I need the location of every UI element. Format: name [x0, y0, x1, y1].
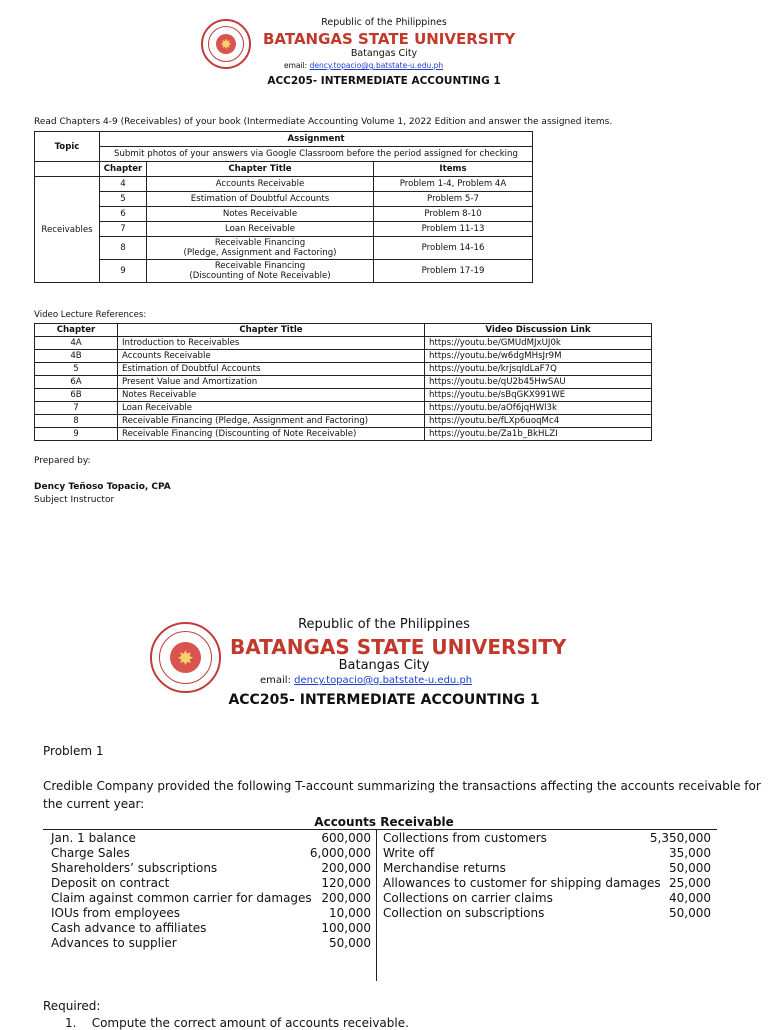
col-chapter-title: Chapter Title: [118, 324, 425, 337]
video-link[interactable]: https://youtu.be/w6dgMHsJr9M: [425, 350, 652, 363]
video-link[interactable]: https://youtu.be/Za1b_BkHLZI: [425, 428, 652, 441]
problem-text-line1: Credible Company provided the following T-account summarizing the transactions affecting the accounts receivable for: [43, 779, 761, 793]
video-link[interactable]: https://youtu.be/sBqGKX991WE: [425, 389, 652, 402]
university-seal-logo: ✸: [150, 622, 221, 693]
t-account-debits: [51, 831, 371, 951]
table-row: 9 Receivable Financing (Discounting of Note Receivable) https://youtu.be/Za1b_BkHLZI: [35, 428, 652, 441]
video-link[interactable]: https://youtu.be/fLXp6uoqMc4: [425, 415, 652, 428]
required-item-1: 1. Compute the correct amount of accounts receivable.: [65, 1016, 409, 1030]
republic-text: Republic of the Philippines: [321, 17, 447, 28]
problem-title: Problem 1: [43, 744, 104, 758]
debit-row: Shareholders’ subscriptions 200,000: [51, 861, 371, 875]
t-account-top-line: [43, 829, 717, 830]
items-cell: Problem 1-4, Problem 4A: [374, 177, 533, 192]
email-link[interactable]: dency.topacio@g.batstate-u.edu.ph: [294, 675, 473, 686]
university-name: BATANGAS STATE UNIVERSITY: [263, 30, 516, 48]
course-title: ACC205- INTERMEDIATE ACCOUNTING 1: [228, 692, 540, 708]
video-link[interactable]: https://youtu.be/krjsqIdLaF7Q: [425, 363, 652, 376]
items-cell: Problem 14-16: [374, 237, 533, 260]
chapter-cell: 9: [100, 260, 147, 283]
instructor-name: Dency Teñoso Topacio, CPA: [34, 482, 171, 492]
debit-row: Jan. 1 balance 600,000: [51, 831, 371, 845]
col-chapter-title: Chapter Title: [147, 162, 374, 177]
table-row: 6B Notes Receivable https://youtu.be/sBqGKX991WE: [35, 389, 652, 402]
topic-header: Topic: [35, 132, 100, 162]
title-cell: Notes Receivable: [147, 207, 374, 222]
university-name: BATANGAS STATE UNIVERSITY: [230, 635, 567, 659]
debit-row: Charge Sales 6,000,000: [51, 846, 371, 860]
prepared-by-label: Prepared by:: [34, 456, 91, 466]
title-cell: Loan Receivable: [147, 222, 374, 237]
chapter-cell: 8: [100, 237, 147, 260]
course-title: ACC205- INTERMEDIATE ACCOUNTING 1: [267, 75, 501, 87]
chapter-cell: 7: [100, 222, 147, 237]
video-link[interactable]: https://youtu.be/qU2b45HwSAU: [425, 376, 652, 389]
table-row: [35, 222, 533, 237]
blank-cell: [35, 162, 100, 177]
col-chapter: Chapter: [100, 162, 147, 177]
chapter-cell: 4: [100, 177, 147, 192]
items-cell: Problem 8-10: [374, 207, 533, 222]
table-row: 4B Accounts Receivable https://youtu.be/w6dgMHsJr9M: [35, 350, 652, 363]
title-cell: Receivable Financing (Pledge, Assignment and Factoring): [147, 237, 374, 260]
table-row: [35, 260, 533, 283]
credit-row: Allowances to customer for shipping damages 25,000: [383, 876, 711, 890]
instructions-text: Read Chapters 4-9 (Receivables) of your book (Intermediate Accounting Volume 1, 2022 Edition and answer the assigned items.: [34, 117, 613, 127]
title-cell: Receivable Financing (Discounting of Note Receivable): [147, 260, 374, 283]
table-row: [35, 207, 533, 222]
debit-row: Advances to supplier 50,000: [51, 936, 371, 950]
video-refs-table: [34, 323, 652, 441]
table-row: 6A Present Value and Amortization https://youtu.be/qU2b45HwSAU: [35, 376, 652, 389]
instructor-role: Subject Instructor: [34, 495, 115, 505]
table-row: 7 Loan Receivable https://youtu.be/aOf6jqHWl3k: [35, 402, 652, 415]
problem-text-line2: the current year:: [43, 797, 145, 811]
table-row: 5 Estimation of Doubtful Accounts https://youtu.be/krjsqIdLaF7Q: [35, 363, 652, 376]
video-refs-label: Video Lecture References:: [34, 310, 147, 320]
submit-note: Submit photos of your answers via Google Classroom before the period assigned for checking: [100, 147, 533, 162]
email-line: email: dency.topacio@g.batstate-u.edu.ph: [284, 61, 444, 70]
city-text: Batangas City: [350, 48, 418, 59]
email-link[interactable]: dency.topacio@g.batstate-u.edu.ph: [309, 61, 444, 70]
required-label: Required:: [43, 999, 101, 1013]
republic-text: Republic of the Philippines: [298, 617, 470, 632]
t-account-title: Accounts Receivable: [314, 815, 454, 829]
debit-row: Deposit on contract 120,000: [51, 876, 371, 890]
chapter-cell: 5: [100, 192, 147, 207]
col-video-link: Video Discussion Link: [425, 324, 652, 337]
table-row: [35, 177, 533, 192]
city-text: Batangas City: [338, 658, 430, 673]
credit-row: Collections from customers 5,350,000: [383, 831, 711, 845]
debit-row: Claim against common carrier for damages 200,000: [51, 891, 371, 905]
t-account-credits: [383, 831, 711, 921]
col-chapter: Chapter: [35, 324, 118, 337]
chapter-cell: 6: [100, 207, 147, 222]
items-cell: Problem 11-13: [374, 222, 533, 237]
topic-cell: Receivables: [35, 177, 100, 283]
credit-row: Collection on subscriptions 50,000: [383, 906, 711, 920]
table-row: [35, 237, 533, 260]
t-account-divider: [376, 829, 377, 981]
assignment-table: [34, 131, 533, 283]
table-row: 4A Introduction to Receivables https://youtu.be/GMUdMJxUJ0k: [35, 337, 652, 350]
assignment-header: Assignment: [100, 132, 533, 147]
title-cell: Accounts Receivable: [147, 177, 374, 192]
table-row: [35, 192, 533, 207]
credit-row: Merchandise returns 50,000: [383, 861, 711, 875]
items-cell: Problem 5-7: [374, 192, 533, 207]
credit-row: Collections on carrier claims 40,000: [383, 891, 711, 905]
email-line: email: dency.topacio@g.batstate-u.edu.ph: [260, 675, 473, 686]
col-items: Items: [374, 162, 533, 177]
video-link[interactable]: https://youtu.be/aOf6jqHWl3k: [425, 402, 652, 415]
items-cell: Problem 17-19: [374, 260, 533, 283]
university-seal-logo: ✸: [201, 19, 251, 69]
debit-row: Cash advance to affiliates 100,000: [51, 921, 371, 935]
debit-row: IOUs from employees 10,000: [51, 906, 371, 920]
credit-row: Write off 35,000: [383, 846, 711, 860]
title-cell: Estimation of Doubtful Accounts: [147, 192, 374, 207]
video-link[interactable]: https://youtu.be/GMUdMJxUJ0k: [425, 337, 652, 350]
table-row: 8 Receivable Financing (Pledge, Assignment and Factoring) https://youtu.be/fLXp6uoqMc4: [35, 415, 652, 428]
